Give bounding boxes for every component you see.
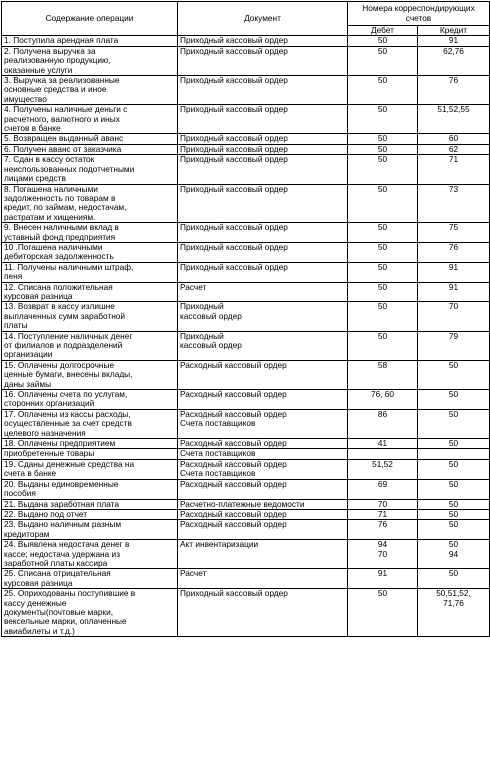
operation-cell-line: 3. Выручка за реализованные [4,75,120,86]
credit-cell [418,184,490,223]
credit-cell [418,499,490,509]
debit-cell [348,520,418,540]
operation-cell-line: 1. Поступила арендная плата [4,35,119,46]
credit-cell-line: 70 [448,301,459,312]
debit-cell [348,134,418,144]
operation-cell [2,242,178,262]
credit-cell [418,242,490,262]
debit-cell-line: 50 [377,75,388,86]
document-cell-line: Счета поставщиков [180,418,256,429]
document-cell-line: Расчет [180,568,207,579]
debit-cell-line: 50 [377,242,388,252]
header-credit: Кредит [418,26,490,36]
operation-cell-line: имущество [4,93,47,104]
credit-cell [418,262,490,282]
debit-cell-line: 94 [377,539,388,550]
document-cell [178,499,348,509]
operation-cell-line: 13. Возврат в кассу излишне [4,301,115,312]
operation-cell-line: 24. Выявлена недостача денег в [4,539,130,550]
credit-cell [418,331,490,360]
operation-cell-line: заработной платы кассира [4,557,108,568]
operation-cell [2,569,178,589]
operation-cell [2,439,178,449]
document-cell [178,449,348,459]
operation-cell-line: 16. Оплачены счета по услугам, [4,389,128,400]
credit-cell-line: 75 [448,222,459,233]
credit-cell [418,540,490,569]
document-cell-line: Расходный кассовый ордер [180,360,287,370]
table-row [2,134,490,144]
table-row [2,569,490,589]
operation-cell-line: 18. Оплачены предприятием [4,438,116,449]
credit-cell [418,105,490,134]
debit-cell [348,105,418,134]
operation-cell-line: вексельные марки, оплаченные [4,616,127,627]
table-row [2,331,490,360]
document-cell-line: Акт инвентаризации [180,539,259,550]
document-cell-line: Приходный кассовый ордер [180,184,288,194]
operation-cell-line: авиабилеты и т.д.) [4,625,75,636]
credit-cell [418,134,490,144]
debit-cell-line: 50 [377,331,388,341]
document-cell [178,144,348,154]
document-cell [178,282,348,302]
operation-cell-line: кассе; недостача удержана из [4,548,120,559]
operation-cell-line: 25. Оприходованы поступившие в [4,588,136,599]
operation-cell [2,184,178,223]
document-cell-line: Приходный кассовый ордер [180,242,288,252]
credit-cell-line: 50 [448,519,459,530]
operation-cell-line: 20. Выданы единовременные [4,479,119,489]
table-row [2,144,490,154]
operation-cell [2,144,178,154]
table-row [2,439,490,449]
debit-cell [348,331,418,360]
operation-cell [2,390,178,410]
credit-cell [418,144,490,154]
document-cell-line: Приходный кассовый ордер [180,35,288,46]
credit-cell [418,509,490,519]
header-accounts: Номера корреспондирующих счетов [348,2,490,26]
credit-cell-line: 60 [448,133,459,144]
document-cell-line: Расходный кассовый ордер [180,459,287,469]
debit-cell [348,262,418,282]
debit-cell [348,509,418,519]
operation-cell-line: счетов в банке [4,123,61,134]
document-cell [178,223,348,243]
operation-cell-line: 19. Сданы денежные средства на [4,459,135,469]
debit-cell [348,184,418,223]
operation-cell-line: 2. Получена выручка за [4,46,96,56]
operation-cell-line: задолженность по товарам в [4,192,116,203]
operation-cell-line: 21. Выдана заработная плата [4,499,120,509]
document-cell [178,134,348,144]
operation-cell [2,520,178,540]
operation-cell-line: счета в банке [4,468,57,479]
operation-cell-line: организации [4,349,53,360]
operation-cell [2,262,178,282]
operation-cell-line: ценные бумаги, внесены вклады, [4,369,133,380]
document-cell-line: Приходный кассовый ордер [180,144,288,154]
debit-cell [348,390,418,410]
operation-cell-line: 9. Внесен наличными вклад в [4,222,119,233]
table-body [2,36,490,637]
operation-cell-line: 22. Выдано под отчет [4,509,88,519]
header-debit: Дебет [348,26,418,36]
operation-cell [2,223,178,243]
operation-cell-line: пособия [4,488,36,499]
debit-cell-line: 69 [377,479,388,489]
operation-cell-line: курсовая разница [4,577,73,588]
credit-cell [418,439,490,449]
operation-cell-line: 17. Оплачены из кассы расходы, [4,409,131,419]
operation-cell-line: кредиторам [4,528,50,539]
credit-cell [418,459,490,479]
credit-cell-line: 51,52,55 [437,104,470,115]
credit-cell-line: 50 [448,539,459,550]
credit-cell [418,449,490,459]
credit-cell [418,46,490,75]
operation-cell [2,360,178,389]
debit-cell [348,76,418,105]
document-cell-line: Расходный кассовый ордер [180,438,287,449]
operation-cell-line: целевого назначения [4,427,86,438]
debit-cell-line: 50 [377,282,388,292]
operation-cell-line: выплаченных сумм заработной [4,310,126,321]
cash-operations-table [1,1,490,637]
operation-cell-line: 14. Поступление наличных денег [4,331,133,341]
table-row [2,360,490,389]
debit-cell [348,144,418,154]
table-row [2,302,490,331]
operation-cell-line: лицами средств [4,173,66,184]
credit-cell-line: 50 [448,459,459,469]
document-cell [178,479,348,499]
credit-cell-line: 76 [448,75,459,86]
debit-cell-line: 50 [377,262,388,272]
document-cell-line: Приходный [180,331,224,341]
debit-cell [348,569,418,589]
operation-cell [2,409,178,438]
credit-cell-line: 71,76 [443,597,464,608]
document-cell-line: кассовый ордер [180,310,242,321]
operation-cell [2,459,178,479]
operation-cell-line: 7. Сдан в кассу остаток [4,154,95,165]
operation-cell-line: 15. Оплачены долгосрочные [4,360,115,370]
credit-cell-line: 79 [448,331,459,341]
document-cell [178,331,348,360]
operation-cell-line: 8. Погашена наличными [4,184,98,194]
document-cell-line: Приходный кассовый ордер [180,588,288,599]
debit-cell [348,459,418,479]
document-cell [178,302,348,331]
document-cell-line: Расходный кассовый ордер [180,389,287,400]
document-cell [178,509,348,519]
table-row [2,242,490,262]
debit-cell [348,540,418,569]
table-row [2,155,490,184]
document-cell-line: Расходный кассовый ордер [180,519,287,530]
credit-cell-line: 50 [448,568,459,579]
document-cell [178,36,348,46]
debit-cell [348,155,418,184]
operation-cell-line: документы(почтовые марки, [4,606,114,617]
document-cell [178,105,348,134]
credit-cell [418,76,490,105]
document-cell [178,540,348,569]
credit-cell-line: 62,76 [443,46,464,56]
table-row [2,459,490,479]
table-row [2,105,490,134]
credit-cell-line: 50 [448,479,459,489]
document-cell-line: Расходный кассовый ордер [180,479,287,489]
operation-cell-line: 11. Получены наличными штраф, [4,262,134,272]
document-cell-line: Расчет [180,282,207,292]
operation-cell [2,479,178,499]
credit-cell [418,520,490,540]
debit-cell [348,36,418,46]
debit-cell-line: 70 [377,548,388,559]
document-cell-line: Приходный кассовый ордер [180,262,288,272]
credit-cell [418,479,490,499]
document-cell [178,390,348,410]
operation-cell [2,105,178,134]
debit-cell-line: 50 [377,301,388,312]
operation-cell-line: уставный фонд предприятия [4,231,116,242]
operation-cell-line: 4. Получены наличные деньги с [4,104,128,115]
document-cell-line: Расходный кассовый ордер [180,509,287,519]
debit-cell-line: 50 [377,184,388,194]
debit-cell-line: 41 [377,438,388,449]
debit-cell [348,46,418,75]
header-document: Документ [178,2,348,36]
operation-cell-line: кассу денежные [4,597,67,608]
credit-cell-line: 91 [448,282,459,292]
table-row [2,282,490,302]
document-cell [178,76,348,105]
debit-cell [348,360,418,389]
debit-cell-line: 50 [377,104,388,115]
operation-cell [2,449,178,459]
debit-cell-line: 50 [377,222,388,233]
credit-cell [418,302,490,331]
debit-cell-line: 50 [377,588,388,599]
debit-cell-line: 50 [377,154,388,165]
table-row [2,479,490,499]
credit-cell-line: 76 [448,242,459,252]
debit-cell [348,589,418,637]
document-cell [178,589,348,637]
operation-cell-line: платы [4,320,28,331]
operation-cell-line: кредит, по займам, недостачам, [4,202,127,213]
credit-cell-line: 50 [448,499,459,509]
document-cell-line: Приходный кассовый ордер [180,154,288,165]
debit-cell-line: 91 [377,568,388,579]
operation-cell [2,331,178,360]
document-cell [178,439,348,449]
credit-cell-line: 50 [448,360,459,370]
operation-cell-line: сторонних организаций [4,398,95,409]
credit-cell [418,569,490,589]
debit-cell [348,242,418,262]
operation-cell-line: даны займы [4,378,52,389]
credit-cell-line: 71 [448,154,459,165]
debit-cell-line: 86 [377,409,388,419]
credit-cell-line: 94 [448,548,459,559]
credit-cell-line: 50 [448,438,459,449]
operation-cell-line: 10 .Погашена наличными [4,242,103,252]
document-cell-line: Приходный кассовый ордер [180,133,288,144]
table-row [2,449,490,459]
document-cell-line: Расчетно-платежные ведомости [180,499,305,509]
table-row [2,76,490,105]
document-cell [178,262,348,282]
operation-cell-line: пеня [4,271,23,282]
operation-cell [2,46,178,75]
credit-cell [418,282,490,302]
operation-cell [2,155,178,184]
debit-cell-line: 50 [377,35,388,46]
credit-cell-line: 62 [448,144,459,154]
operation-cell [2,282,178,302]
operation-cell-line: 25. Списана отрицательная [4,568,111,579]
operation-cell-line: 12. Списана положительная [4,282,113,292]
operation-cell-line: растратам и хищениям. [4,211,96,222]
document-cell-line: Счета поставщиков [180,468,256,479]
table-row [2,262,490,282]
debit-cell [348,282,418,302]
operation-cell-line: приобретенные товары [4,448,95,459]
table-row [2,184,490,223]
operation-cell-line: 6. Получен аванс от заказчика [4,144,122,154]
credit-cell [418,155,490,184]
operation-cell-line: оказанные услуги [4,64,73,75]
table-row [2,499,490,509]
document-cell [178,46,348,75]
document-cell-line: Приходный [180,301,224,312]
debit-cell-line: 50 [377,144,388,154]
operation-cell [2,509,178,519]
document-cell [178,184,348,223]
operation-cell-line: осуществленные за счет средств [4,418,132,429]
operation-cell [2,36,178,46]
document-cell [178,520,348,540]
credit-cell-line: 50 [448,409,459,419]
operation-cell [2,499,178,509]
debit-cell [348,302,418,331]
operation-cell-line: 5. Возвращен выданный аванс [4,133,124,144]
document-cell-line: Приходный кассовый ордер [180,104,288,115]
credit-cell-line: 50,51,52, [436,588,471,599]
credit-cell-line: 91 [448,262,459,272]
credit-cell-line: 91 [448,35,459,46]
document-cell-line: Расходный кассовый ордер [180,409,287,419]
operation-cell-line: от филиалов и подразделений [4,340,123,350]
operation-cell-line: основные средства и иное [4,84,107,95]
debit-cell [348,499,418,509]
operation-cell-line: 23. Выдано наличным разным [4,519,122,530]
debit-cell [348,223,418,243]
operation-cell-line: неиспользованных подотчетными [4,163,135,174]
credit-cell-line: 50 [448,389,459,400]
debit-cell-line: 50 [377,133,388,144]
credit-cell [418,223,490,243]
table-row [2,520,490,540]
credit-cell-line: 73 [448,184,459,194]
document-cell-line: Приходный кассовый ордер [180,222,288,233]
debit-cell-line: 50 [377,46,388,56]
credit-cell [418,360,490,389]
document-cell-line: Приходный кассовый ордер [180,46,288,56]
table-row [2,409,490,438]
debit-cell [348,449,418,459]
document-cell [178,242,348,262]
debit-cell [348,409,418,438]
table-row [2,390,490,410]
operation-cell [2,76,178,105]
debit-cell-line: 58 [377,360,388,370]
operation-cell [2,302,178,331]
document-cell [178,155,348,184]
debit-cell-line: 71 [377,509,388,519]
document-cell [178,459,348,479]
debit-cell [348,439,418,449]
document-cell-line: Приходный кассовый ордер [180,75,288,86]
table-row [2,589,490,637]
document-cell-line: кассовый ордер [180,340,242,350]
document-cell [178,409,348,438]
credit-cell [418,390,490,410]
table-row [2,509,490,519]
debit-cell-line: 76, 60 [370,389,395,400]
operation-cell-line: курсовая разница [4,290,73,301]
operation-cell-line: расчетного, валютного и иных [4,113,120,124]
table-row [2,46,490,75]
operation-cell-line: реализованную продукцию, [4,55,111,66]
operation-cell-line: дебиторская задолженность [4,251,114,262]
table-row [2,223,490,243]
debit-cell-line: 70 [377,499,388,509]
credit-cell [418,589,490,637]
debit-cell-line: 76 [377,519,388,530]
credit-cell [418,36,490,46]
debit-cell-line: 51,52 [372,459,393,469]
credit-cell-line: 50 [448,509,459,519]
table-row [2,36,490,46]
operation-cell [2,540,178,569]
operation-cell [2,134,178,144]
credit-cell [418,409,490,438]
table-row [2,540,490,569]
table-header [2,2,490,36]
debit-cell [348,479,418,499]
document-cell [178,360,348,389]
document-cell-line: Счета поставщиков [180,448,256,459]
header-operation: Содержание операции [2,2,178,36]
document-cell [178,569,348,589]
operation-cell [2,589,178,637]
